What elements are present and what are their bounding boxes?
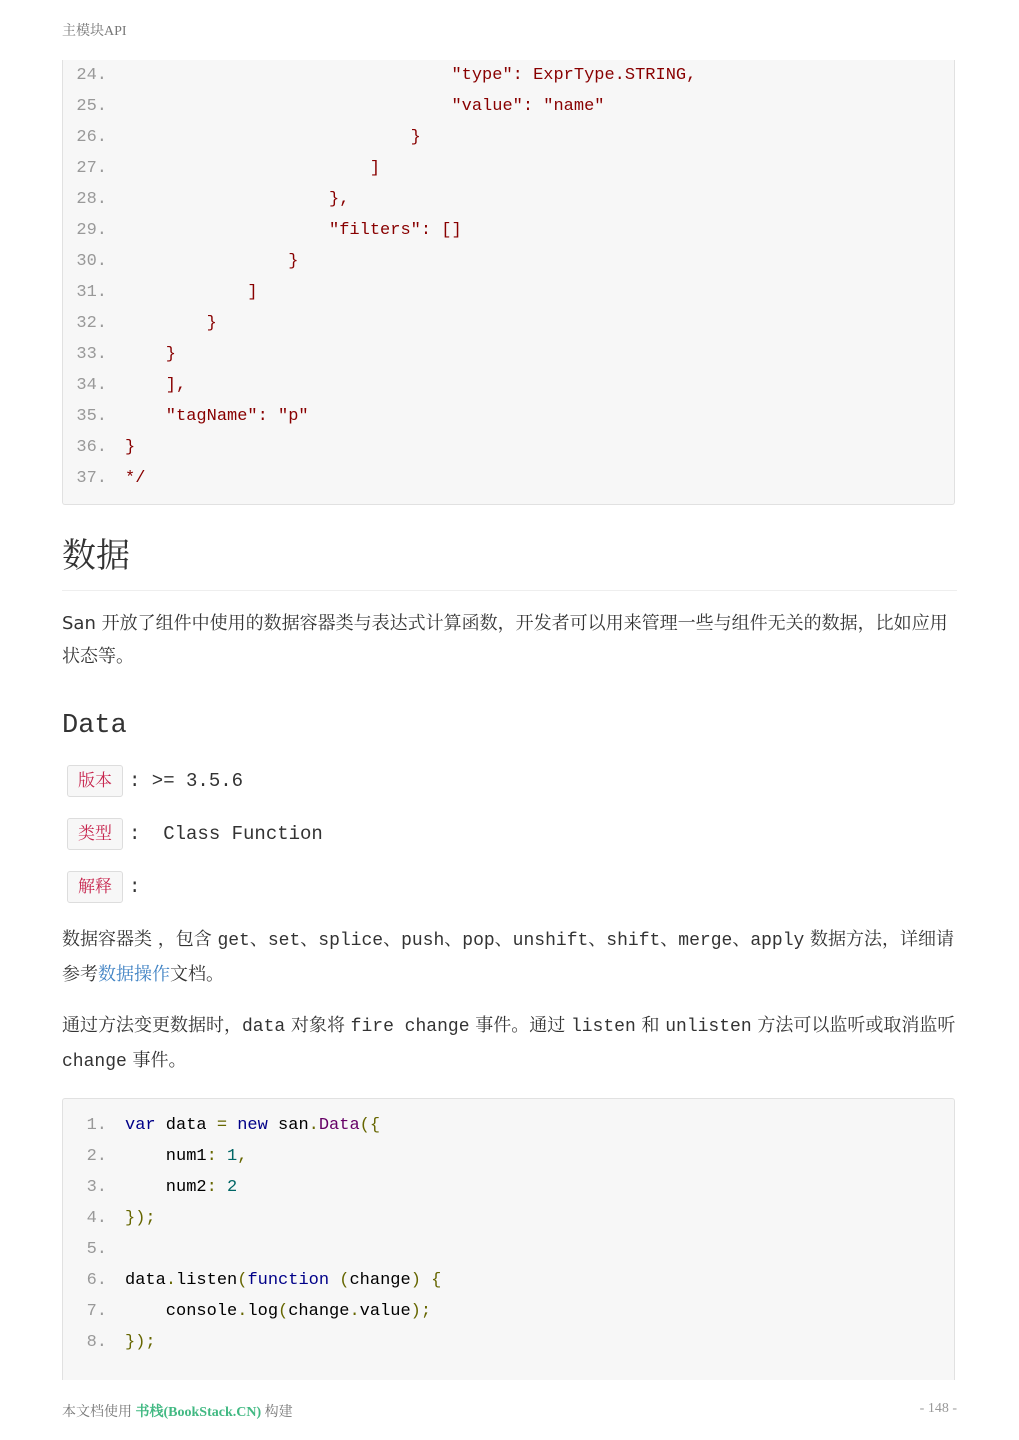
page-number: - 148 - <box>919 1401 957 1416</box>
type-value: : Class Function <box>129 823 323 845</box>
footer-credit: 本文档使用 书栈(BookStack.CN) 构建 <box>62 1405 293 1420</box>
section-intro: San 开放了组件中使用的数据容器类与表达式计算函数，开发者可以用来管理一些与组件无关的数据，比如应用状态等。 <box>62 613 948 667</box>
version-tag: 版本 <box>67 765 123 797</box>
description-paragraph: 数据容器类 ，包含 get、set、splice、push、pop、unshift、shift、merge、apply 数据方法，详细请参考数据操作文档。 <box>62 929 955 985</box>
section-divider <box>62 590 957 591</box>
page-header: 主模块API <box>62 24 127 39</box>
event-paragraph: 通过方法变更数据时，data 对象将 fire change 事件。通过 listen 和 unlisten 方法可以监听或取消监听 change 事件。 <box>62 1015 956 1072</box>
type-row <box>67 818 323 850</box>
footer-brand-link[interactable]: 书栈(BookStack.CN) <box>135 1405 262 1420</box>
desc-row <box>67 871 140 903</box>
version-value: : >= 3.5.6 <box>129 770 244 792</box>
section-title: 数据 <box>62 536 130 576</box>
api-title: Data <box>62 711 127 741</box>
data-operation-link[interactable]: 数据操作 <box>98 964 170 985</box>
code-block-json: 24. "type": ExprType.STRING, 25. "value": "name" 26. } 27. ] 28. }, 29. "filters": [] 30. } 31. ] 32. } 33. } 34. ], 35. "tagName": "p" 36. } 37. */ <box>62 60 955 505</box>
version-row <box>67 765 243 797</box>
type-tag: 类型 <box>67 818 123 850</box>
code-block-example: 1. var data = new san.Data({ 2. num1: 1, 3. num2: 2 4. }); 5. 6. data.listen(function (change) { 7. console.log(change.value); 8. }); <box>62 1098 955 1380</box>
desc-value: : <box>129 876 141 898</box>
desc-tag: 解释 <box>67 871 123 903</box>
